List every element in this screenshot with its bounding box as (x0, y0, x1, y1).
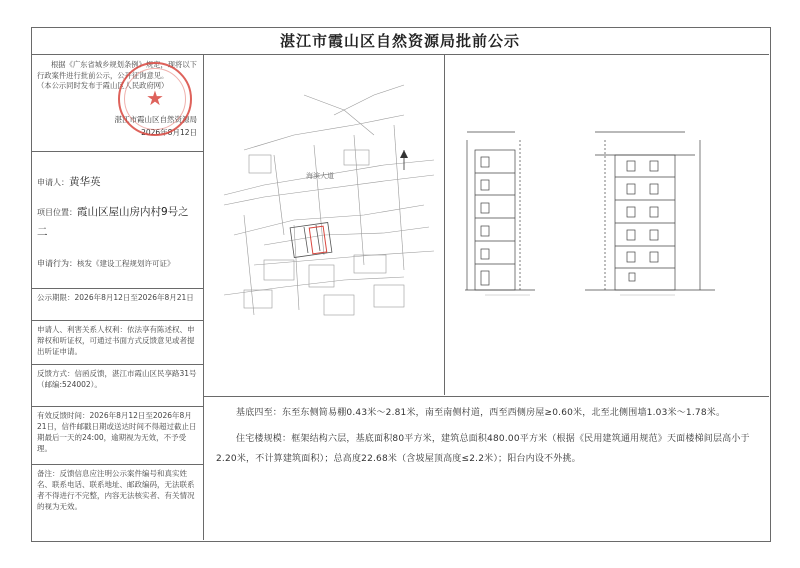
site-plan-map (204, 55, 444, 395)
applicant-section (31, 152, 203, 289)
period-value: 2026年8月12日至2026年8月21日 (74, 293, 194, 302)
remark-section (31, 465, 203, 540)
feedback-time-label: 有效反馈时间： (37, 411, 90, 420)
site-map-panel (204, 55, 445, 395)
rights-section (31, 321, 203, 365)
period-section (31, 289, 203, 321)
rights-label: 申请人、利害关系人权利： (37, 325, 127, 334)
feedback-method-section (31, 365, 203, 407)
official-seal (118, 62, 192, 136)
application-matter: 核发《建设工程规划许可证》 (77, 259, 175, 268)
applicant-name: 黄华英 (69, 176, 101, 188)
remark-label: 备注： (37, 469, 60, 478)
elevation-panel (445, 55, 769, 395)
map-road-label: 海滨大道 (306, 172, 334, 180)
star-icon: ★ (146, 86, 164, 110)
project-location: 霞山区屋山房内村9号之二 (37, 206, 189, 238)
project-description (204, 396, 769, 541)
feedback-time-section (31, 407, 203, 465)
matter-label: 申请行为： (37, 259, 77, 268)
building-scale: 住宅楼规模：框架结构六层，基底面积80平方米，建筑总面积480.00平方米（根据《民用建筑通用规范》天面楼梯间层高小于2.20米，不计算建筑面积）；总高度22.68米（含坡屋顶高度≤2.2米）；阳台内设不外挑。 (216, 434, 750, 464)
feedback-method-label: 反馈方式： (37, 369, 75, 378)
north-arrow-icon (400, 150, 408, 158)
rights-value: 依法享有陈述权、申辩权和听证权，可通过书面方式反馈意见或者提出听证申请。 (37, 325, 195, 356)
building-elevation-drawings (445, 55, 769, 395)
period-label: 公示期限： (37, 293, 75, 302)
site-boundaries: 基底四至：东至东侧简易棚0.43米～2.81米，南至南侧村道，西至西侧房屋≥0.60米，北至北侧围墙1.03米～1.78米。 (236, 408, 726, 418)
page-title: 湛江市霞山区自然资源局批前公示 (279, 32, 520, 50)
location-label: 项目位置： (37, 208, 77, 217)
feedback-time-value: 2026年8月12日至2026年8月21日，信件邮戳日期或送达时间不得超过截止日期最后一天的24:00，逾期视为无效，不予受理。 (37, 411, 197, 453)
notice-note: （本公示同时发布于霞山区人民政府网） (37, 81, 169, 90)
feedback-method-value: 信函反馈，湛江市霞山区民享路31号（邮编:524002）。 (37, 369, 197, 389)
title-bar (31, 27, 769, 55)
issue-date: 2026年8月12日 (141, 127, 197, 137)
remark-value: 反馈信息应注明公示案件编号和真实姓名、联系电话、联系地址、邮政编码，无法联系者不得进行不完整，内容无法核实者、有关情况的视为无效。 (37, 469, 195, 511)
issuing-org: 湛江市霞山区自然资源局 (114, 114, 197, 124)
notice-text: 根据《广东省城乡规划条例》规定，现将以下行政案件进行批前公示，公开征询意见。 (37, 60, 197, 80)
applicant-label: 申请人： (37, 178, 69, 187)
